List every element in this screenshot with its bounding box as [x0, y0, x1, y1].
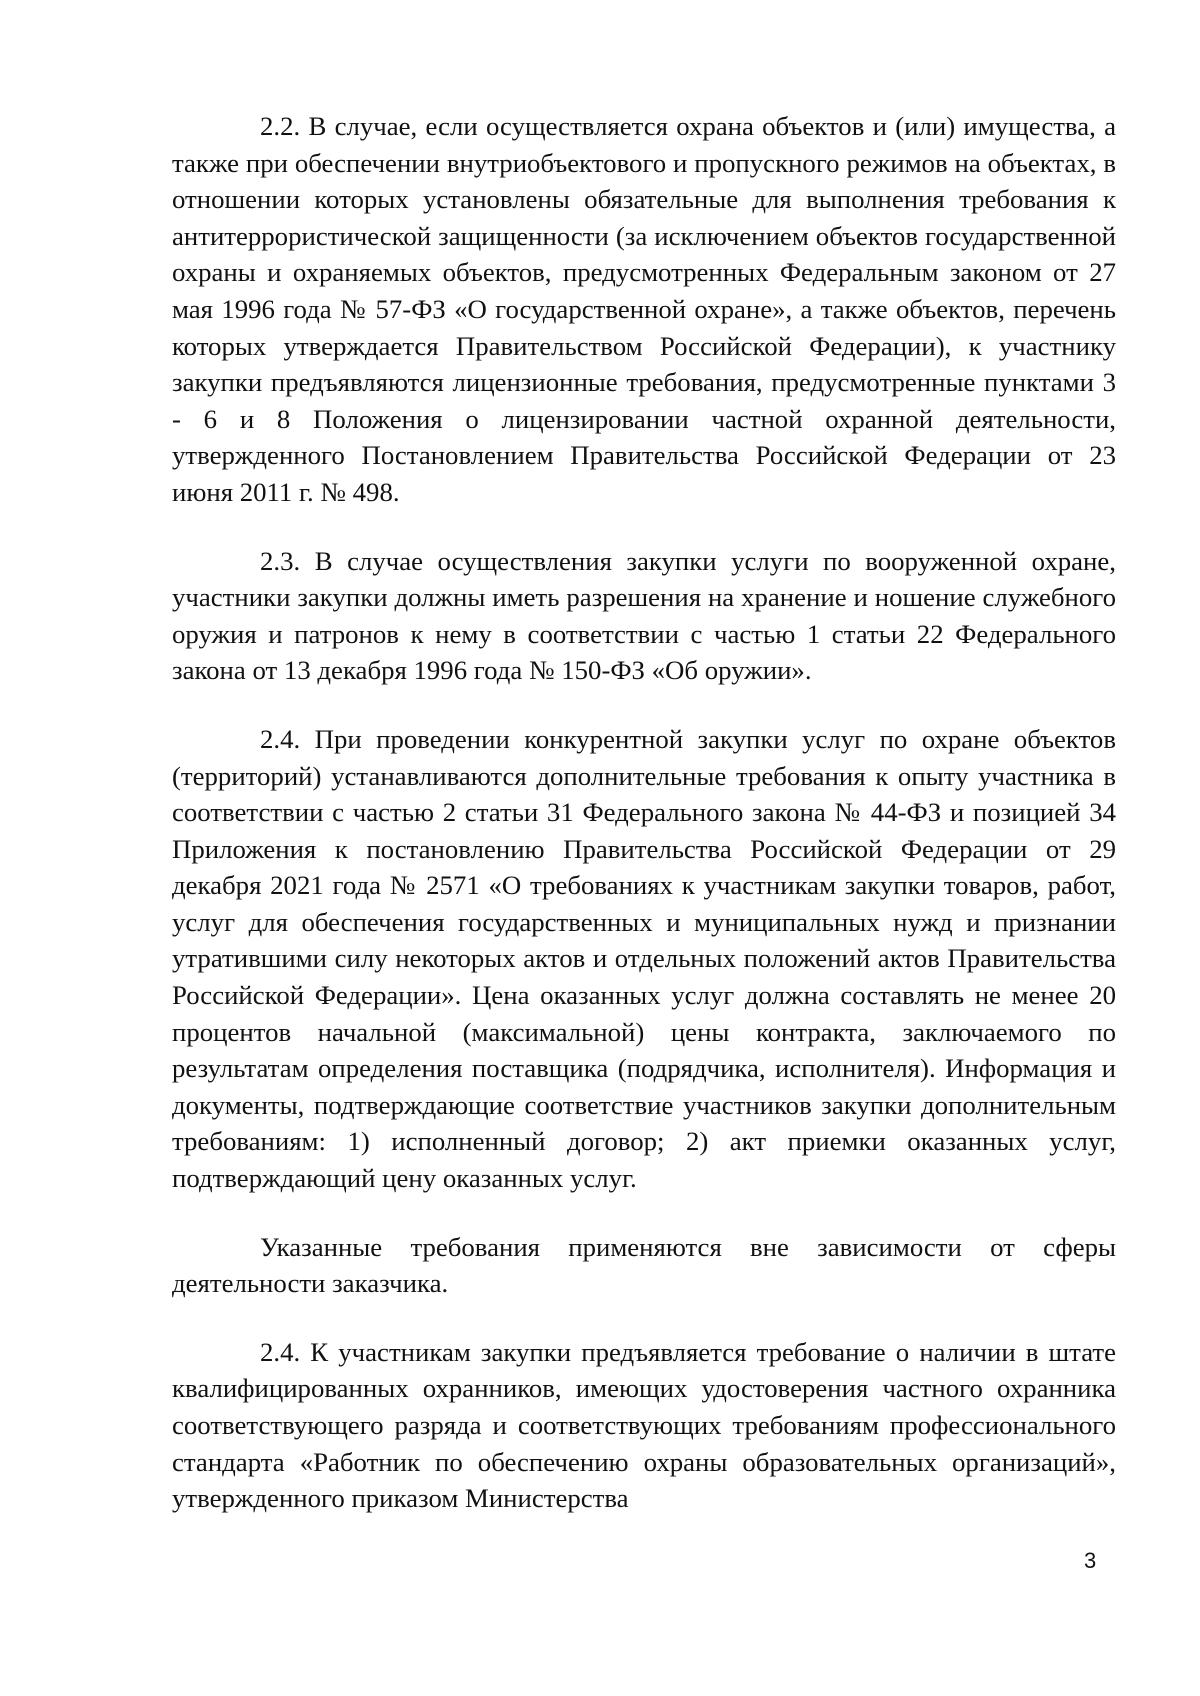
paragraph-note: Указанные требования применяются вне зависимости от сферы деятельности заказчика.: [172, 1231, 1116, 1299]
paragraph-2-3: 2.3. В случае осуществления закупки услуги по вооруженной охране, участники закупки должны иметь разрешения на хранение и ношение служебного оружия и патронов к нему в соответствии с частью 1 статьи 22 Федерального закона от 13 декабря 1996 года № 150-ФЗ «Об оружии».: [172, 545, 1116, 686]
page-number: 3: [1084, 1548, 1097, 1573]
document-body: [172, 108, 1116, 1517]
paragraph-2-2: 2.2. В случае, если осуществляется охрана объектов и (или) имущества, а также при обеспечении внутриобъектового и пропускного режимов на объектах, в отношении которых установлены обязательные для выполнения требования к антитеррористической защищенности (за исключением объектов государственной охраны и охраняемых объектов, предусмотренных Федеральным законом от 27 мая 1996 года № 57-ФЗ «О государственной охране», а также объектов, перечень которых утверждается Правительством Российской Федерации), к участнику закупки предъявляются лицензионные требования, предусмотренные пунктами 3 - 6 и 8 Положения о лицензировании частной охранной деятельности, утвержденного Постановлением Правительства Российской Федерации от 23 июня 2011 г. № 498.: [172, 111, 1116, 507]
paragraph-2-4-staff: 2.4. К участникам закупки предъявляется требование о наличии в штате квалифицированных охранников, имеющих удостоверения частного охранника соответствующего разряда и соответствующих требованиям профессионального стандарта «Работник по обеспечению охраны образовательных организаций», утвержденного приказом Министерства: [172, 1336, 1116, 1514]
paragraph-2-4-experience: 2.4. При проведении конкурентной закупки услуг по охране объектов (территорий) устанавливаются дополнительные требования к опыту участника в соответствии с частью 2 статьи 31 Федерального закона № 44-ФЗ и позицией 34 Приложения к постановлению Правительства Российской Федерации от 29 декабря 2021 года № 2571 «О требованиях к участникам закупки товаров, работ, услуг для обеспечения государственных и муниципальных нужд и признании утратившими силу некоторых актов и отдельных положений актов Правительства Российской Федерации». Цена оказанных услуг должна составлять не менее 20 процентов начальной (максимальной) цены контракта, заключаемого по результатам определения поставщика (подрядчика, исполнителя). Информация и документы, подтверждающие соответствие участников закупки дополнительным требованиям: 1) исполненный договор; 2) акт приемки оказанных услуг, подтверждающий цену оказанных услуг.: [172, 723, 1116, 1194]
